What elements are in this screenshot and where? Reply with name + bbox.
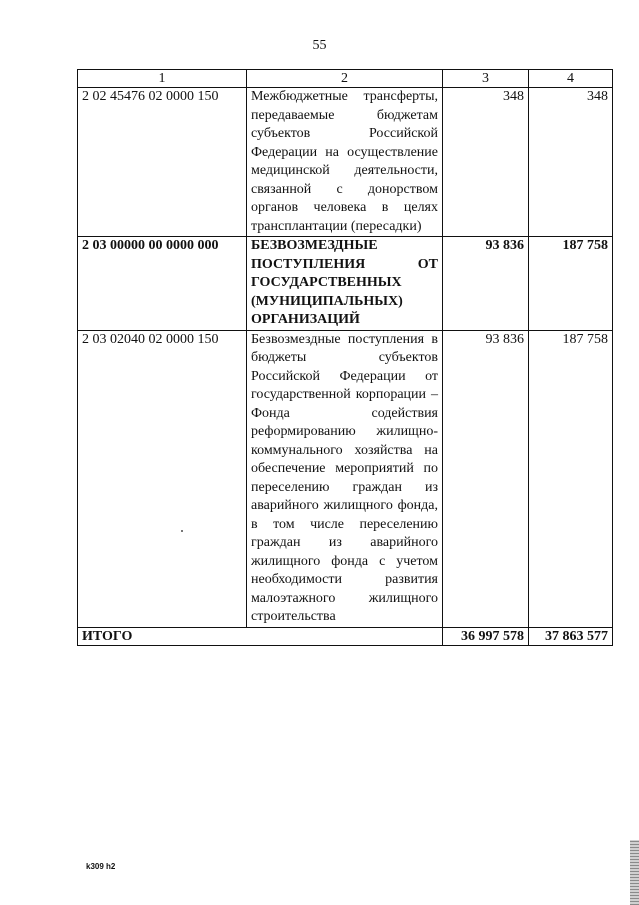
budget-table <box>77 69 613 646</box>
table-row <box>78 330 613 627</box>
column-header-4: 4 <box>529 70 613 88</box>
footer-code: k309 h2 <box>86 862 116 871</box>
page-number: 55 <box>312 38 327 53</box>
value-col3-cell: 348 <box>443 88 529 237</box>
budget-code-cell: 2 02 45476 02 0000 150 <box>78 88 247 237</box>
scan-speck <box>181 530 183 532</box>
value-col3-cell: 93 836 <box>443 237 529 331</box>
total-col3-cell: 36 997 578 <box>443 627 529 645</box>
description-cell: БЕЗВОЗМЕЗДНЫЕ ПОСТУПЛЕНИЯ ОТ ГОСУДАРСТВЕННЫХ (МУНИЦИПАЛЬНЫХ) ОРГАНИЗАЦИЙ <box>247 237 443 331</box>
value-col3-cell: 93 836 <box>443 330 529 627</box>
description-cell: Межбюджетные трансферты, передаваемые бюджетам субъектов Российской Федерации на осуществление медицинской деятельности, связанной с донорством органов человека в целях трансплантации (пересадки) <box>247 88 443 237</box>
table-row <box>78 237 613 331</box>
description-cell: Безвозмездные поступления в бюджеты субъектов Российской Федерации от государственной корпорации – Фонда содействия реформированию жилищно-коммунального хозяйства на обеспечение мероприятий по переселению граждан из аварийного жилищного фонда, в том числе переселению граждан из аварийного жилищного фонда с учетом необходимости развития малоэтажного жилищного строительства <box>247 330 443 627</box>
column-header-3: 3 <box>443 70 529 88</box>
column-header-2: 2 <box>247 70 443 88</box>
total-col4-cell: 37 863 577 <box>529 627 613 645</box>
value-col4-cell: 348 <box>529 88 613 237</box>
table-header-row <box>78 70 613 88</box>
total-label: ИТОГО <box>78 627 443 645</box>
total-row <box>78 627 613 645</box>
value-col4-cell: 187 758 <box>529 237 613 331</box>
budget-code-cell: 2 03 02040 02 0000 150 <box>78 330 247 627</box>
scan-edge-artifact <box>630 840 639 905</box>
table-row <box>78 88 613 237</box>
value-col4-cell: 187 758 <box>529 330 613 627</box>
column-header-1: 1 <box>78 70 247 88</box>
budget-code-cell: 2 03 00000 00 0000 000 <box>78 237 247 331</box>
